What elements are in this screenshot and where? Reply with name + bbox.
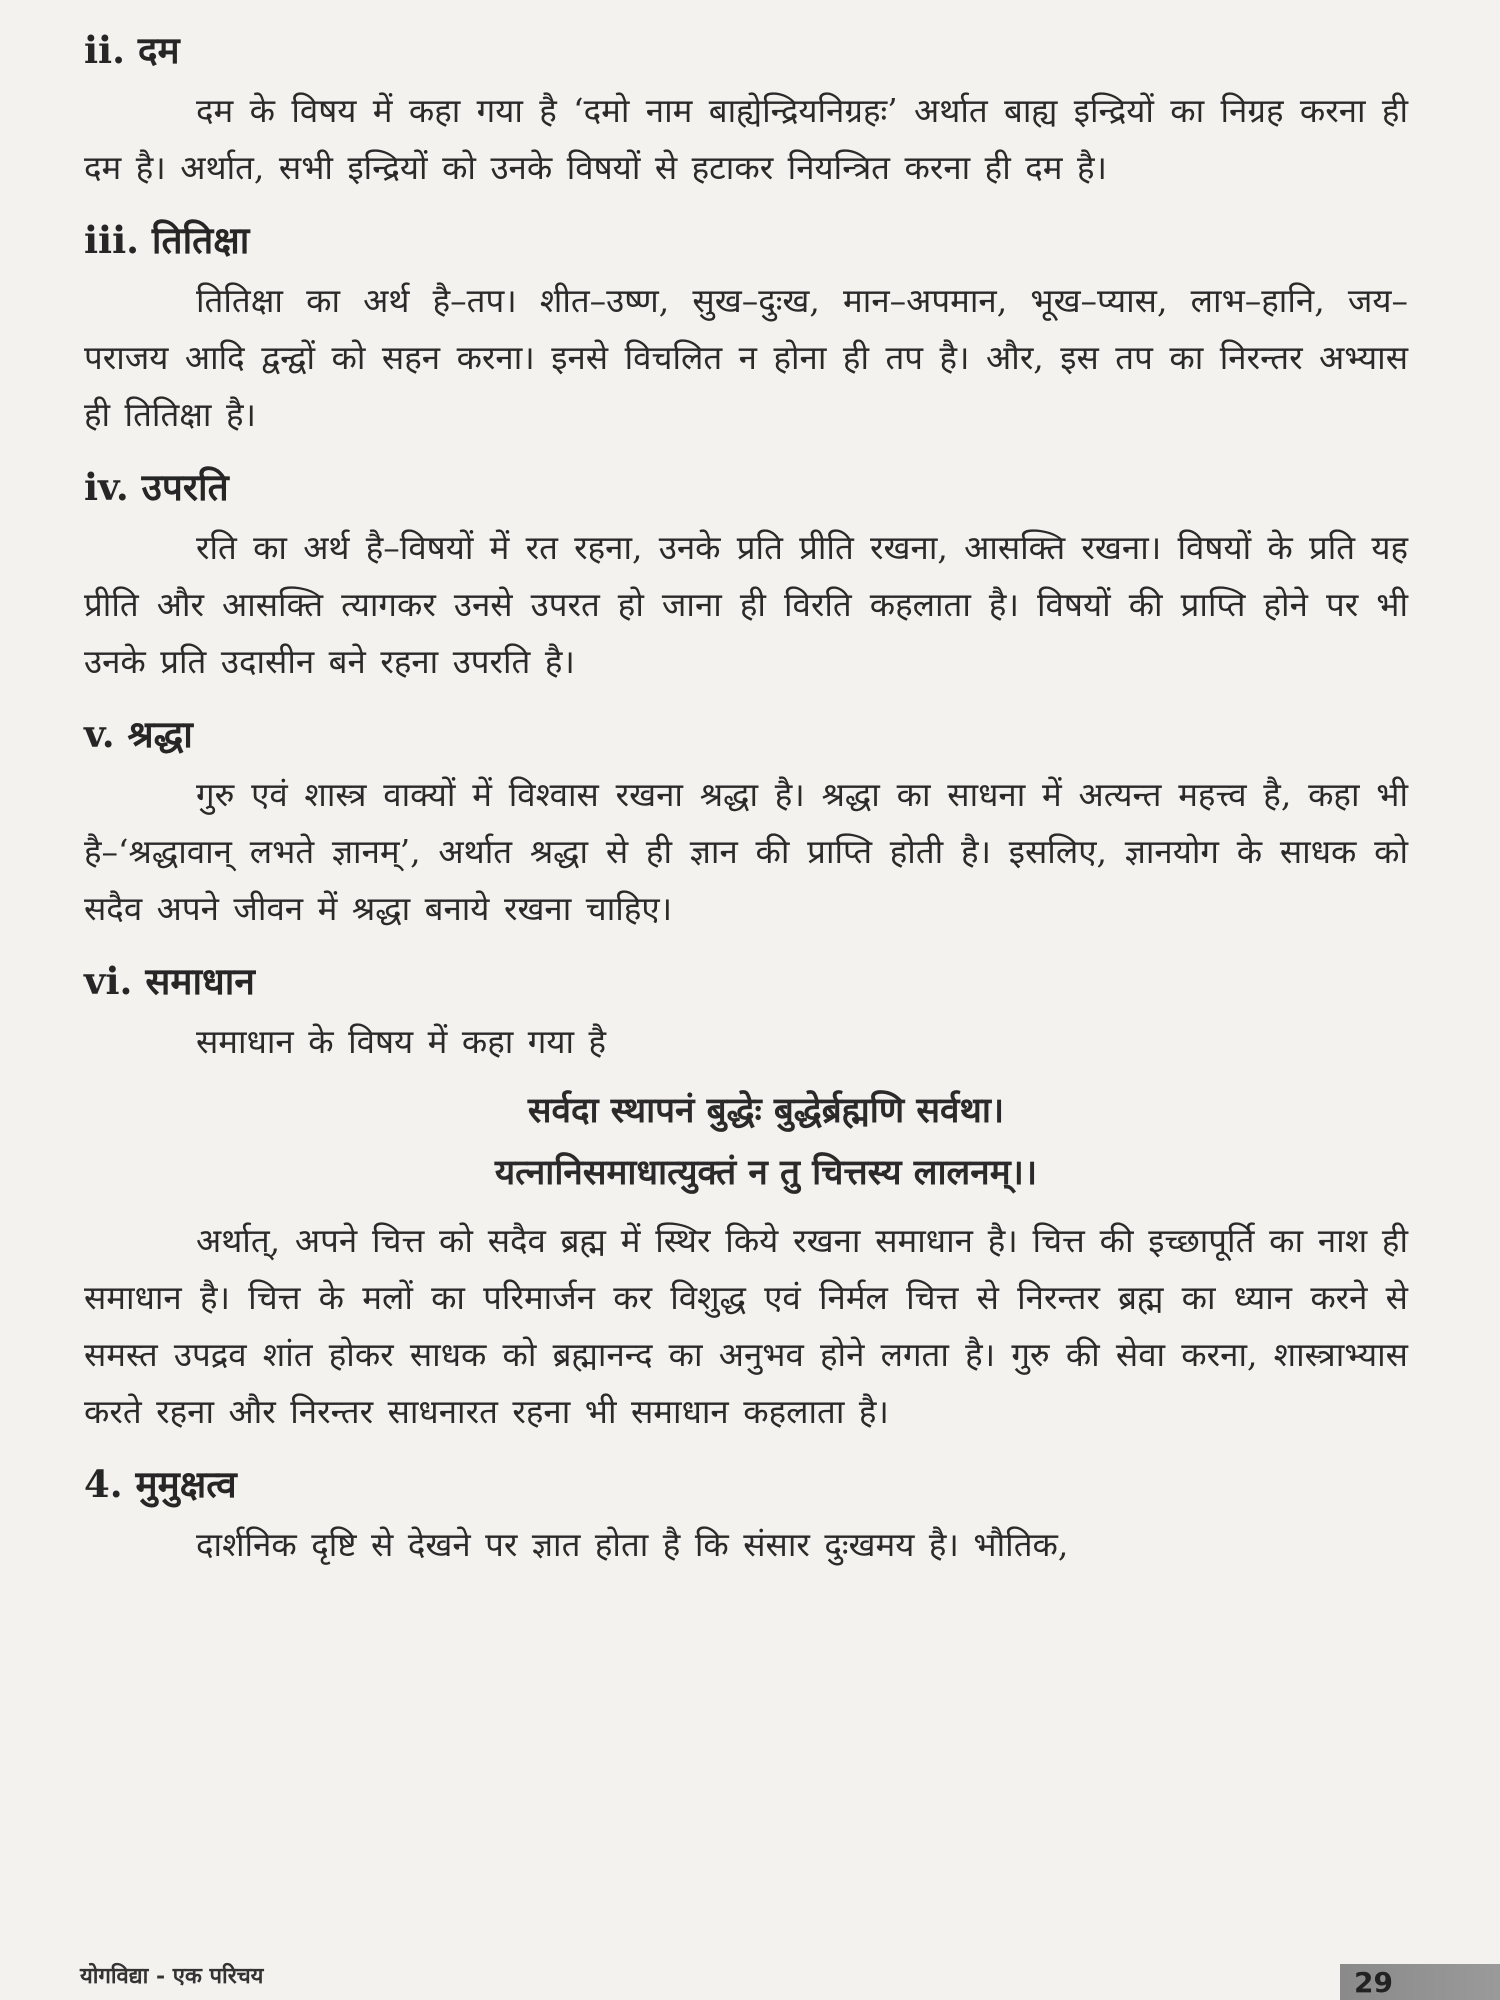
section-heading-titiksha: iii. तितिक्षा bbox=[84, 218, 250, 262]
page-number: 29 bbox=[1354, 1966, 1393, 1999]
section-heading-shraddha: v. श्रद्धा bbox=[84, 712, 193, 756]
section-samadhana bbox=[84, 949, 1408, 1440]
page-number-box bbox=[1340, 1964, 1500, 2000]
section-heading-dama: ii. दम bbox=[84, 28, 180, 72]
section-titiksha bbox=[84, 208, 1408, 443]
verse-line-2: यत्नानिसमाधात्युक्तं न तु चित्तस्य लालनम्।। bbox=[494, 1152, 1038, 1193]
footer-book-title: योगविद्या - एक परिचय bbox=[80, 1963, 264, 1989]
page-footer bbox=[0, 1962, 1500, 2000]
section-dama bbox=[84, 18, 1408, 196]
section-paragraph-samadhana: अर्थात्, अपने चित्त को सदैव ब्रह्म में स्थिर किये रखना समाधान है। चित्त की इच्छापूर्ति का नाश ही समाधान है। चित्त के मलों का परिमार्जन कर विशुद्ध एवं निर्मल चित्त से निरन्तर ब्रह्म का ध्यान करने से समस्त उपद्रव शांत होकर साधक को ब्रह्मानन्द का अनुभव होने लगता है। गुरु की सेवा करना, शास्त्राभ्यास करते रहना और निरन्तर साधनारत रहना भी समाधान कहलाता है। bbox=[84, 1221, 1408, 1431]
section-shraddha bbox=[84, 702, 1408, 937]
section-paragraph-mumukshutva: दार्शनिक दृष्टि से देखने पर ज्ञात होता है कि संसार दुःखमय है। भौतिक, bbox=[196, 1525, 1069, 1564]
section-paragraph-dama: दम के विषय में कहा गया है ‘दमो नाम बाह्येन्द्रियनिग्रहः’ अर्थात बाह्य इन्द्रियों का निग्रह करना ही दम है। अर्थात, सभी इन्द्रियों को उनके विषयों से हटाकर नियन्त्रित करना ही दम है। bbox=[84, 91, 1408, 187]
verse-line-1: सर्वदा स्थापनं बुद्धेः बुद्धेर्ब्रह्मणि सर्वथा। bbox=[527, 1090, 1005, 1131]
section-mumukshutva bbox=[84, 1452, 1408, 1573]
section-paragraph-titiksha: तितिक्षा का अर्थ है–तप। शीत–उष्ण, सुख–दुःख, मान–अपमान, भूख–प्यास, लाभ–हानि, जय–पराजय आदि द्वन्द्वों को सहन करना। इनसे विचलित न होना ही तप है। और, इस तप का निरन्तर अभ्यास ही तितिक्षा है। bbox=[84, 281, 1408, 434]
section-heading-samadhana: vi. समाधान bbox=[84, 959, 255, 1003]
section-paragraph-uparati: रति का अर्थ है–विषयों में रत रहना, उनके प्रति प्रीति रखना, आसक्ति रखना। विषयों के प्रति यह प्रीति और आसक्ति त्यागकर उनसे उपरत हो जाना ही विरति कहलाता है। विषयों की प्राप्ति होने पर भी उनके प्रति उदासीन बने रहना उपरति है। bbox=[84, 528, 1408, 681]
section-heading-mumukshutva: 4. मुमुक्षत्व bbox=[84, 1462, 237, 1506]
section-intro-samadhana: समाधान के विषय में कहा गया है bbox=[196, 1022, 607, 1061]
sanskrit-verse bbox=[84, 1080, 1408, 1204]
section-paragraph-shraddha: गुरु एवं शास्त्र वाक्यों में विश्वास रखना श्रद्धा है। श्रद्धा का साधना में अत्यन्त महत्त्व है, कहा भी है–‘श्रद्धावान् लभते ज्ञानम्’, अर्थात श्रद्धा से ही ज्ञान की प्राप्ति होती है। इसलिए, ज्ञानयोग के साधक को सदैव अपने जीवन में श्रद्धा बनाये रखना चाहिए। bbox=[84, 775, 1408, 928]
section-uparati bbox=[84, 455, 1408, 690]
section-heading-uparati: iv. उपरति bbox=[84, 465, 229, 509]
